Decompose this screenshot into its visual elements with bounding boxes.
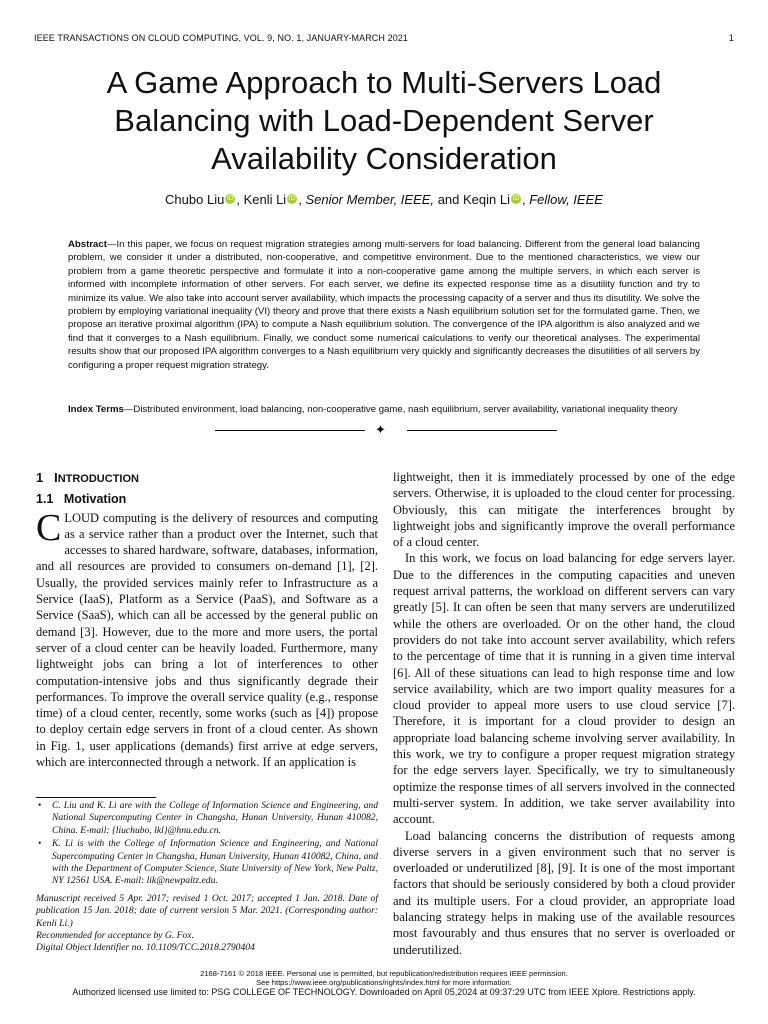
paragraph-text: LOUD computing is the delivery of resources and computing as a service rather than a product over the Internet, such that accesses to shared hardware, software, databases, information, and all resources are provided to consumers on-demand [1], [2]. Usually, the provided services mainly refer to Infrastructure as a Service (IaaS), Platform as a Service (PaaS), and Software as a Service (SaaS), which can all be accessed by the general public on demand [3]. However, due to the more and more users, the portal server of a cloud center can be heavily loaded. Furthermore, many lightweight jobs can bring a lot of interferences to other computation-intensive jobs and thus significantly degrade their performances. To improve the overall service quality (e.g., response time) of a cloud center, recently, some works (such as [4]) propose to deploy certain edge servers in front of a cloud center. As shown in Fig. 1, user applications (demands) first arrive at edge servers, which are interconnected through a network. If an application is	[36, 510, 378, 770]
section-title-rest: NTRODUCTION	[57, 473, 139, 485]
running-header	[34, 33, 734, 43]
paragraph: Load balancing concerns the distribution of requests among diverse servers in a given environment such that no server is overloaded or underutilized [8], [9]. It is one of the most important factors that should be seriously considered by both a cloud provider and its multiple users. For a cloud provider, an appropriate load balancing strategy helps in making use of the available resources most favourably and thus ensures that no server is overloaded or underutilized.	[393, 828, 735, 957]
left-column	[36, 470, 378, 770]
index-terms-label: Index Terms	[68, 404, 124, 415]
copyright-line-2: See https://www.ieee.org/publications/rights/index.html for more information.	[256, 978, 512, 988]
subsection-number: 1.1	[36, 492, 54, 507]
author-line: Chubo Liu iD , Kenli Li iD , Senior Member, IEEE, and Keqin Li iD , Fellow, IEEE	[165, 192, 603, 207]
author-2: Kenli Li	[243, 192, 287, 207]
manuscript-dates: Manuscript received 5 Apr. 2017; revised 1 Oct. 2017; accepted 1 Jan. 2018. Date of publication 15 Jan. 2018; date of current version 5 Mar. 2021. (Corresponding author: Kenli Li.)	[36, 892, 378, 929]
author-3: Keqin Li	[463, 192, 510, 207]
paragraph: lightweight, then it is immediately processed by one of the edge servers. Otherwise, it is uploaded to the cloud center for processing. Obviously, this can mitigate the interferences brought by lightweight jobs and significantly improve the overall performance of a cloud center.	[393, 470, 735, 550]
footnotes	[36, 800, 378, 955]
doi: Digital Object Identifier no. 10.1109/TCC.2018.2790404	[36, 942, 255, 954]
footnote-affiliation-1	[36, 800, 378, 837]
author-2-role: Senior Member, IEEE,	[305, 192, 435, 207]
orcid-icon[interactable]: iD	[288, 195, 296, 202]
abstract-label: Abstract	[68, 239, 107, 250]
section-number: 1	[36, 470, 44, 485]
subsection-heading	[36, 491, 378, 507]
page-number: 1	[728, 33, 734, 43]
paragraph	[36, 506, 378, 771]
divider-line-right	[407, 430, 557, 431]
paper-title: A Game Approach to Multi-Servers Load Balancing with Load-Dependent Server Availability Consideration	[106, 65, 662, 176]
footnote-rule	[36, 797, 156, 798]
right-column	[393, 469, 735, 958]
footnote-text: C. Liu and K. Li are with the College of Information Science and Engineering, and National Supercomputing Center in Changsha, Hunan University, Hunan 410082, China. E-mail: {liuchubo, lkl}@hnu.edu.cn.	[52, 800, 378, 836]
bullet: •	[38, 800, 42, 811]
abstract-text: —In this paper, we focus on request migration strategies among multi-servers for load balancing. Different from the general load balancing problem, we consider it under a distributed, non-cooperative, and competitive environment. Due to the mentioned characteristics, we view our problem from a game theoretic perspective and formulate it into a non-cooperative game among the multiple servers, in which each server is informed with incomplete information of other servers. For each server, we define its expected response time as a disutility function and try to minimize its value. We also take into account server availability, which impacts the processing capacity of a server and thus its disutility. We solve the problem by employing variational inequality (VI) theory and prove that there exists a Nash equilibrium solution set for the formulated game. Then, we propose an iterative proximal algorithm (IPA) to compute a Nash equilibrium solution. The convergence of the IPA algorithm is also analyzed and we find that it converges to a Nash equilibrium. Finally, we conduct some numerical calculations to verify our theoretical analyses. The experimental results show that our proposed IPA algorithm converges to a Nash equilibrium very quickly and significantly decreases the disutilities of all servers by configuring a proper request migration strategy.	[68, 239, 700, 371]
copyright-notice	[60, 969, 708, 988]
paragraph: In this work, we focus on load balancing for edge servers layer. Due to the differences in the computing capacities and uneven request arrival patterns, the workload on different servers can vary greatly [5]. It can often be seen that many servers are underutilized while the others are overloaded. Or on the other hand, the cloud providers do not take into account server availability, which refers to the percentage of time that it is running in a given time interval [6]. All of these situations can lead to high response time and low service availability, which are two import quality measures for a cloud provider to appeal more users to use cloud service [7]. Therefore, it is important for a cloud provider to design an appropriate load balancing scheme involving server availability. In this work, we try to configure a proper request migration strategy for the edge servers layer. Specifically, we try to simultaneously optimize the response times of all servers involved in the connected multi-server system. In addition, we take server availability into account.	[393, 551, 735, 827]
copyright-line-1: 2168-7161 © 2018 IEEE. Personal use is permitted, but republication/redistribution requires IEEE permission.	[200, 969, 568, 978]
orcid-icon[interactable]: iD	[512, 195, 520, 202]
dropcap: C	[36, 506, 62, 549]
author-and: and	[437, 192, 460, 207]
section-title-initial: I	[54, 470, 58, 485]
index-terms-text: —Distributed environment, load balancing, non-cooperative game, nash equilibrium, server availability, variational inequality theory	[123, 404, 678, 415]
footnote-affiliation-2	[36, 838, 378, 888]
section-heading	[36, 470, 378, 487]
recommended-by: Recommended for acceptance by G. Fox.	[36, 930, 194, 942]
orcid-icon[interactable]: iD	[227, 195, 234, 202]
section-divider	[215, 424, 557, 436]
journal-name: IEEE TRANSACTIONS ON CLOUD COMPUTING, VOL. 9, NO. 1, JANUARY-MARCH 2021	[34, 33, 409, 43]
author-1: Chubo Liu	[165, 192, 225, 207]
author-3-role: Fellow, IEEE	[529, 192, 603, 207]
abstract	[68, 238, 700, 372]
subsection-title: Motivation	[63, 492, 127, 507]
authorized-use-notice: Authorized licensed use limited to: PSG COLLEGE OF TECHNOLOGY. Downloaded on April 05,2024 at 09:37:29 UTC from IEEE Xplore. Restrictions apply.	[72, 987, 696, 997]
footnote-text: K. Li is with the College of Information Science and Engineering, and National Supercomputing Center in Changsha, Hunan University, Hunan 410082, China, and with the Department of Computer Science, State University of New York, New Paltz, NY 12561 USA. E-mail: lik@newpaltz.edu.	[52, 838, 378, 887]
divider-line-left	[215, 430, 365, 431]
index-terms	[68, 403, 738, 416]
bullet: •	[38, 838, 42, 850]
divider-star-icon: ✦	[375, 422, 386, 437]
